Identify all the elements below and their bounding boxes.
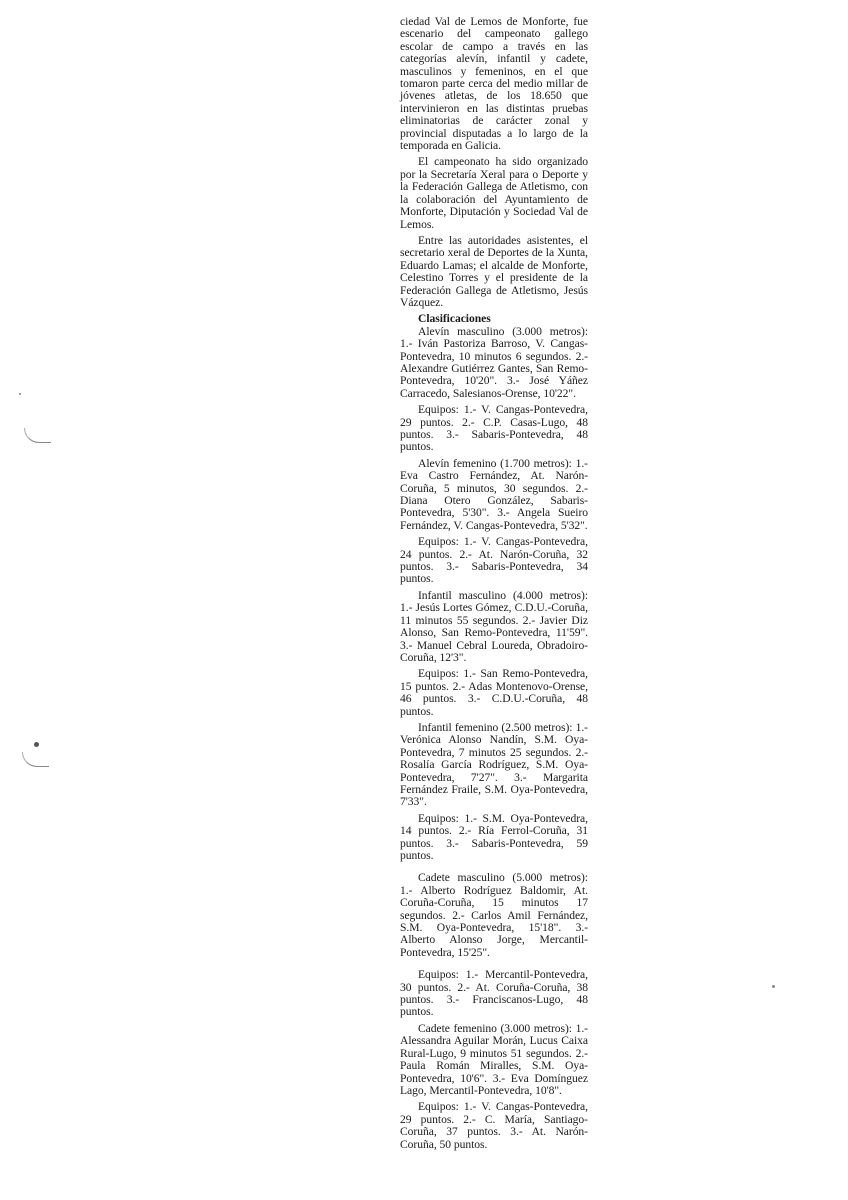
article-paragraph: Entre las autoridades asistentes, el secretario xeral de Deportes de la Xunta, Eduardo Lamas; el alcalde de Monforte, Celestino Torres y el presidente de la Federación Gallega de Atletismo, Jesús Vázquez. [400,233,588,309]
result-paragraph: Infantil femenino (2.500 metros): 1.- Verónica Alonso Nandín, S.M. Oya-Pontevedra, 7 minutos 25 segundos. 2.- Rosalía García Rodríguez, S.M. Oya-Pontevedra, 7'27". 3.- Margarita Fernández Fraile, S.M. Oya-Pontevedra, 7'33". [400,720,588,809]
result-paragraph: Cadete masculino (5.000 metros): 1.- Alberto Rodríguez Baldomir, At. Coruña-Coruña, 15 minutos 17 segundos. 2.- Carlos Amil Fernández, S.M. Oya-Pontevedra, 15'18". 3.- Alberto Alonso Jorge, Mercantil-Pontevedra, 15'25". [400,871,588,959]
section-heading: Clasificaciones [418,312,491,326]
scan-speck [772,985,775,988]
result-paragraph: Equipos: 1.- V. Cangas-Pontevedra, 29 puntos. 2.- C. María, Santiago-Coruña, 37 puntos. 3.- At. Narón-Coruña, 50 puntos. [400,1100,588,1151]
punch-hole-mark [22,752,49,767]
result-paragraph: Equipos: 1.- San Remo-Pontevedra, 15 puntos. 2.- Adas Montenovo-Orense, 46 puntos. 3.- C.D.U.-Coruña, 48 puntos. [400,667,588,718]
result-paragraph: Infantil masculino (4.000 metros): 1.- Jesús Lortes Gómez, C.D.U.-Coruña, 11 minutos 55 segundos. 2.- Javier Diz Alonso, San Remo-Pontevedra, 11'59". 3.- Manuel Cebral Louredа, Obradoiro-Coruña, 12'3". [400,588,588,664]
result-paragraph: Cadete femenino (3.000 metros): 1.- Alessandra Aguilar Morán, Lucus Caixa Rural-Lugo, 9 minutos 51 segundos. 2.- Paula Román Miralles, S.M. Oya-Pontevedra, 10'6". 3.- Eva Domínguez Lago, Mercantil-Pontevedra, 10'8". [400,1021,588,1097]
result-paragraph: Equipos: 1.- V. Cangas-Pontevedra, 29 puntos. 2.- C.P. Casas-Lugo, 48 puntos. 3.- Sabaris-Pontevedra, 48 puntos. [400,403,588,454]
article-column [400,2,588,1155]
result-paragraph: Alevín masculino (3.000 metros): 1.- Iván Pastoriza Barroso, V. Cangas-Pontevedra, 10 minutos 6 segundos. 2.- Alexandre Gutiérrez Gantes, San Remo-Pontevedra, 10'20". 3.- José Yáñez Carracedo, Salesianos-Orense, 10'22". [400,324,588,400]
scan-speck [19,393,21,395]
scan-speck [34,742,39,747]
article-paragraph: El campeonato ha sido organizado por la Secretaría Xeral para o Deporte y la Federación Gallega de Atletismo, con la colaboración del Ayuntamiento de Monforte, Diputación y Sociedad Val de Lemos. [400,155,588,231]
result-paragraph: Equipos: 1.- Mercantil-Pontevedra, 30 puntos. 2.- At. Coruña-Coruña, 38 puntos. 3.- Franciscanos-Lugo, 48 puntos. [400,968,588,1019]
result-paragraph: Alevín femenino (1.700 metros): 1.- Eva Castro Fernández, At. Narón-Coruña, 5 minutos, 30 segundos. 2.- Diana Otero González, Sabaris-Pontevedra, 5'30". 3.- Angela Sueiro Fernández, V. Cangas-Pontevedra, 5'32". [400,456,588,532]
result-paragraph: Equipos: 1.- S.M. Oya-Pontevedra, 14 puntos. 2.- Ría Ferrol-Coruña, 31 puntos. 3.- Sabaris-Pontevedra, 59 puntos. [400,811,588,862]
punch-hole-mark [24,428,51,443]
result-paragraph: Equipos: 1.- V. Cangas-Pontevedra, 24 puntos. 2.- At. Narón-Coruña, 32 puntos. 3.- Sabaris-Pontevedra, 34 puntos. [400,535,588,586]
article-paragraph: ciedad Val de Lemos de Monforte, fue escenario del campeonato gallego escolar de campo a través en las categorías alevín, infantil y cadete, masculinos y femeninos, en el que tomaron parte cerca del medio millar de jóvenes atletas, de los 18.650 que intervinieron en las distintas pruebas eliminatorias de carácter zonal y provincial disputadas a lo largo de la temporada en Galicia. [400,15,588,153]
